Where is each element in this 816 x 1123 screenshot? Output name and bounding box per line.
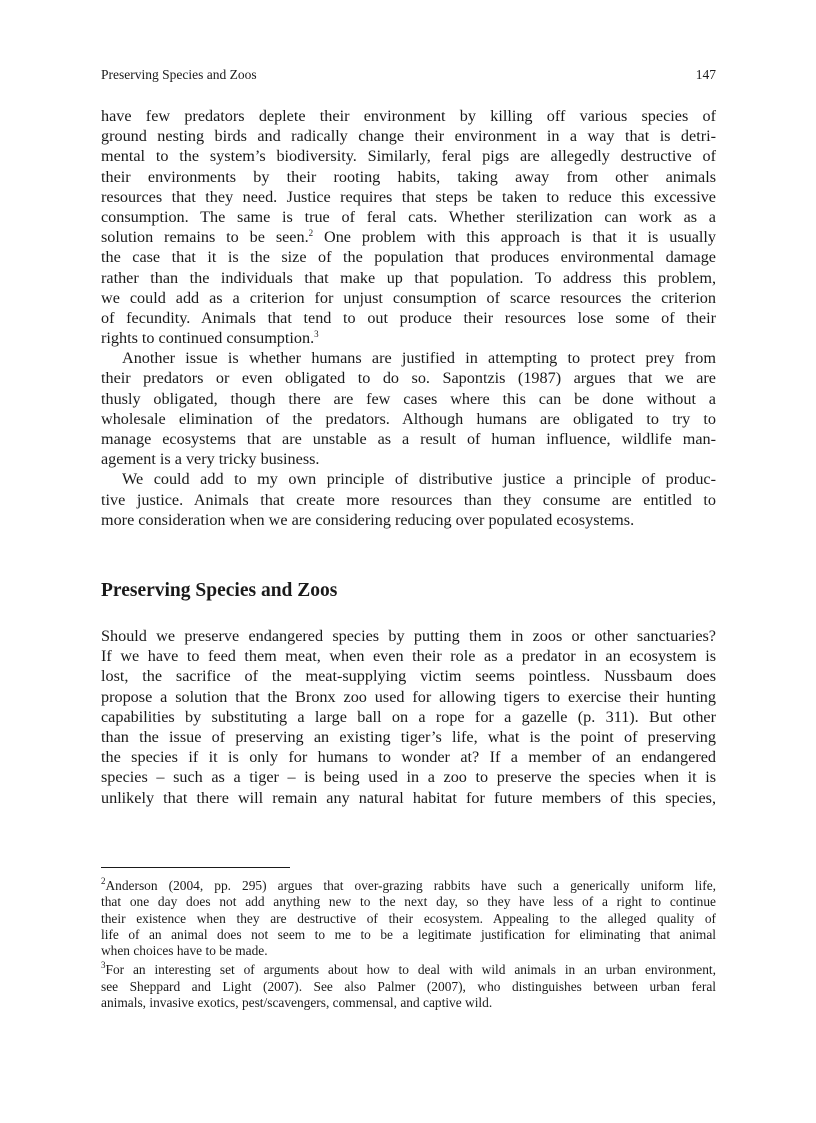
paragraph — [101, 626, 716, 808]
text-line: their predators or even obligated to do so. Sapontzis (1987) argues that we are — [101, 369, 716, 388]
text-line: we could add as a criterion for unjust consumption of scarce resources the criterion — [101, 288, 716, 307]
paragraph — [101, 348, 716, 469]
text-line: rights to continued consumption.$^3$ — [101, 329, 319, 348]
footnote-line — [101, 878, 716, 894]
footnote-number: 2 — [101, 876, 106, 886]
footnote-text: that one day does not add anything new to the next day, so they have less of a right to continue — [101, 894, 716, 910]
text-line: than the issue of preserving an existing tiger’s life, what is the point of preserving — [101, 727, 716, 746]
text-line: capabilities by substituting a large ball on a rope for a gazelle (p. 311). But other — [101, 707, 716, 726]
footnote-text: Anderson (2004, pp. 295) argues that over-grazing rabbits have such a generically uniform life, — [105, 878, 716, 893]
text-line: agement is a very tricky business. — [101, 450, 320, 469]
footnote-rule — [101, 867, 290, 868]
footnote-text: life of an animal does not seem to me to be a legitimate justification for eliminating that animal — [101, 926, 716, 942]
footnote — [101, 962, 716, 1011]
footnote-line — [101, 979, 716, 995]
text-line: mental to the system’s biodiversity. Similarly, feral pigs are allegedly destructive of — [101, 147, 716, 166]
text-line: have few predators deplete their environment by killing off various species of — [101, 107, 716, 125]
text-line: ground nesting birds and radically change their environment in a way that is detri- — [101, 127, 716, 146]
text-line: unlikely that there will remain any natural habitat for future members of this species, — [101, 788, 716, 807]
text-line: Another issue is whether humans are justified in attempting to protect prey from — [122, 349, 716, 368]
text-line: consumption. The same is true of feral cats. Whether sterilization can work as a — [101, 207, 716, 226]
text-line: tive justice. Animals that create more resources than they consume are entitled to — [101, 490, 716, 509]
footnote-line — [101, 894, 716, 910]
footnote-text: when choices have to be made. — [101, 943, 268, 959]
footnote-line — [101, 962, 716, 978]
section-heading: Preserving Species and Zoos — [101, 580, 338, 601]
page-number: 147 — [695, 67, 716, 82]
footnote-number: 3 — [101, 960, 106, 971]
text-line: If we have to feed them meat, when even their role as a predator in an ecosystem is — [101, 647, 716, 666]
section-body-text — [101, 626, 716, 808]
text-line: manage ecosystems that are unstable as a result of human influence, wildlife man- — [101, 430, 716, 448]
text-line: propose a solution that the Bronx zoo used for allowing tigers to exercise their hunting — [101, 687, 716, 706]
footnote-line — [101, 911, 716, 927]
footnote-text: animals, invasive exotics, pest/scavengers, commensal, and captive wild. — [101, 995, 493, 1011]
text-line: more consideration when we are considering reducing over populated ecosystems. — [101, 510, 635, 529]
footnote — [101, 878, 716, 959]
footnote-text: see Sheppard and Light (2007). See also Palmer (2007), who distinguishes between urban feral — [101, 978, 716, 994]
body-text-top — [101, 106, 716, 530]
text-line: wholesale elimination of the predators. Although humans are obligated to try to — [101, 409, 716, 428]
text-line: of fecundity. Animals that tend to out produce their resources lose some of their — [101, 308, 716, 327]
text-line: lost, the sacrifice of the meat-supplying victim seems pointless. Nussbaum does — [101, 667, 716, 686]
text-line: the case that it is the size of the population that produces environmental damage — [101, 248, 716, 267]
paragraph — [101, 106, 716, 348]
text-line: their environments by their rooting habits, taking away from other animals — [101, 167, 716, 186]
text-line: solution remains to be seen.$^2$ One problem with this approach is that it is usually — [101, 228, 716, 247]
text-line: thusly obligated, though there are few cases where this can be done without a — [101, 389, 716, 408]
footnote-line — [101, 927, 716, 943]
footnotes — [101, 878, 716, 1014]
text-line: Should we preserve endangered species by putting them in zoos or other sanctuaries? — [101, 627, 716, 645]
text-line: the species if it is only for humans to wonder at? If a member of an endangered — [101, 748, 716, 767]
footnote-text: their existence when they are destructive of their ecosystem. Appealing to the alleged quality of — [101, 910, 716, 926]
footnote-ref[interactable]: 3 — [314, 329, 319, 340]
text-line: We could add to my own principle of distributive justice a principle of produc- — [122, 470, 716, 489]
footnote-ref[interactable]: 2 — [308, 228, 314, 239]
footnote-text: For an interesting set of arguments about how to deal with wild animals in an urban environment, — [105, 962, 716, 978]
text-line: species – such as a tiger – is being used in a zoo to preserve the species when it is — [101, 768, 716, 787]
text-line: resources that they need. Justice requires that steps be taken to reduce this excessive — [101, 187, 716, 206]
running-title: Preserving Species and Zoos — [101, 67, 257, 82]
text-line: rather than the individuals that make up that population. To address this problem, — [101, 268, 716, 287]
footnote-line — [101, 995, 716, 1011]
footnote-line — [101, 943, 716, 959]
paragraph — [101, 469, 716, 530]
